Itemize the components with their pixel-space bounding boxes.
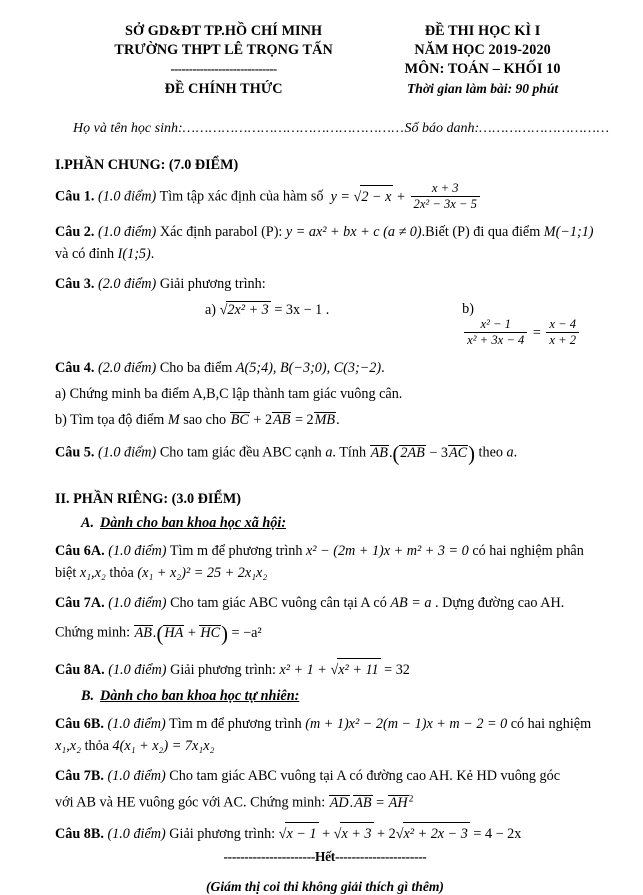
question-4 [55, 357, 595, 379]
question-1 [55, 182, 595, 213]
question-3a [205, 301, 462, 349]
question-7a [55, 592, 595, 614]
question-3-label: Câu 3. [55, 276, 95, 293]
school-name: TRƯỜNG THPT LÊ TRỌNG TẤN [114, 42, 333, 59]
question-1-text: Tìm tập xác định của hàm số [159, 189, 324, 206]
question-8a-equation: x² + 1 + √x² + 11 = 32 [279, 662, 409, 678]
question-5-text: Cho tam giác đều ABC cạnh [159, 445, 322, 462]
school-header [77, 22, 370, 99]
department-name: SỞ GD&ĐT TP.HỒ CHÍ MINH [125, 23, 323, 39]
question-3-points: (2.0 điểm) [97, 276, 157, 293]
question-3b [462, 301, 595, 349]
question-7a-equation: AB.(HA + HC) = −a² [134, 623, 262, 646]
question-4-label: Câu 4. [55, 359, 95, 376]
question-4-points: (2.0 điểm) [97, 359, 157, 376]
question-6b-equation: (m + 1)x² − 2(m − 1)x + m − 2 = 0 [305, 716, 508, 733]
question-7b-text: Cho tam giác ABC vuông tại A có đường cao AH. Kẻ HD vuông góc [169, 768, 561, 785]
question-2-point-i: I(1;5) [117, 246, 151, 263]
question-3-text: Giải phương trình: [159, 276, 266, 293]
question-7a-points: (1.0 điểm) [108, 595, 167, 612]
question-8a [55, 658, 595, 681]
question-2-text-3: và có đỉnh [55, 246, 115, 263]
question-4-text: Cho ba điểm [159, 359, 233, 376]
question-7a-proof [55, 619, 595, 650]
end-marker [55, 849, 595, 865]
question-5-label: Câu 5. [55, 445, 95, 462]
question-2-text-2: .Biết (P) đi qua điểm [421, 224, 541, 241]
question-3b-equation: $\frac{\text{x² − 1}}{\text{x² + 3x − 4}}$ = $\frac{x - 4}{x + 2}$ [462, 325, 581, 341]
question-8b [55, 822, 595, 845]
question-4b-end: . [336, 412, 340, 429]
question-3a-label: a) [205, 302, 217, 319]
question-8a-label: Câu 8A. [55, 662, 105, 679]
question-1-label: Câu 1. [55, 189, 95, 206]
question-7a-ab: AB = a [390, 595, 432, 612]
question-6b-text: Tìm m để phương trình [169, 716, 302, 733]
question-7b [55, 765, 595, 787]
question-5-side-2: a [506, 445, 514, 462]
student-name-label: Họ và tên học sinh: [73, 121, 183, 137]
student-id-label: Số báo danh: [404, 121, 480, 137]
question-6a-text-3: thỏa [109, 565, 134, 582]
question-3b-label: b) [462, 301, 474, 318]
question-3-parts [55, 301, 595, 349]
question-6b-text-3: thỏa [84, 738, 109, 755]
question-7b-proof [55, 792, 595, 814]
end-dashes-right: ---------------------- [334, 849, 427, 865]
question-7b-points: (1.0 điểm) [107, 768, 166, 785]
proctor-note: (Giám thị coi thi không giải thích gì thêm) [206, 879, 444, 895]
question-6a-text-2: có hai nghiệm phân biệt [55, 543, 584, 582]
exam-duration: Thời gian làm bài: 90 phút [407, 80, 559, 96]
question-8b-text: Giải phương trình: [169, 826, 276, 843]
part-2-title: II. PHẦN RIÊNG: (3.0 ĐIỂM) [55, 491, 242, 508]
question-8a-text: Giải phương trình: [170, 662, 276, 679]
end-dashes-left: ---------------------- [223, 849, 316, 865]
question-6a-label: Câu 6A. [55, 543, 105, 560]
section-b-letter: B. [81, 688, 95, 705]
question-7b-label: Câu 7B. [55, 768, 104, 785]
question-2-label: Câu 2. [55, 224, 95, 241]
question-7a-text-2: . Dựng đường cao AH. [435, 595, 565, 612]
official-paper-label: ĐỀ CHÍNH THỨC [164, 81, 283, 98]
question-3a-equation: √2x² + 3 = 3x − 1 . [219, 302, 330, 319]
question-1-formula: y = √2 − x + $\frac{x + 3}{\text{2x² − 3x − 5}}$ [327, 189, 482, 205]
part-1-title: I.PHẦN CHUNG: (7.0 ĐIỂM) [55, 157, 239, 174]
question-8b-equation: √x − 1 + √x + 3 + 2√x² + 2x − 3 = 4 − 2x [279, 826, 522, 842]
header-divider: ----------------------------- [170, 62, 277, 77]
question-4-end: . [381, 359, 385, 376]
school-year: NĂM HỌC 2019-2020 [414, 42, 551, 59]
question-2-end: . [150, 246, 155, 263]
question-5-side: a [325, 445, 333, 462]
exam-header [370, 22, 595, 98]
question-6a [55, 540, 595, 584]
student-id-blank[interactable]: ………………………… [479, 121, 610, 137]
question-2-point-m: M(−1;1) [543, 224, 594, 241]
question-6a-equation: x² − (2m + 1)x + m² + 3 = 0 [306, 543, 469, 560]
section-a-heading [81, 515, 595, 532]
question-6b-condition: 4(x₁ + x₂) = 7x₁x₂ [112, 738, 215, 755]
question-3 [55, 273, 595, 295]
question-6b-vars: x₁,x₂ [55, 738, 82, 755]
question-8a-points: (1.0 điểm) [108, 662, 167, 679]
question-5-text-3: theo [478, 445, 503, 462]
question-2-points: (1.0 điểm) [97, 224, 157, 241]
question-2-equation: y = ax² + bx + c [285, 224, 380, 241]
section-b-heading [81, 688, 595, 705]
question-4-points-list: A(5;4), B(−3;0), C(3;−2) [235, 359, 382, 376]
section-b-text: Dành cho ban khoa học tự nhiên: [100, 688, 300, 705]
question-4b-mid: sao cho [183, 412, 227, 429]
question-6a-vars: x₁,x₂ [79, 565, 106, 582]
student-info-line [73, 121, 610, 137]
question-4b-point: M [167, 412, 180, 429]
question-5-text-2: . Tính [332, 445, 367, 462]
question-6a-condition: (x₁ + x₂)² = 25 + 2x₁x₂ [137, 565, 268, 582]
question-4b-text: b) Tìm tọa độ điểm [55, 412, 165, 429]
question-5-points: (1.0 điểm) [97, 445, 157, 462]
question-7a-label: Câu 7A. [55, 595, 105, 612]
question-5-end: . [513, 445, 518, 462]
question-5-expression: AB.(2AB − 3AC) [370, 443, 475, 466]
question-6a-text: Tìm m để phương trình [169, 543, 303, 560]
question-6b-points: (1.0 điểm) [107, 716, 166, 733]
section-a-text: Dành cho ban khoa học xã hội: [100, 515, 287, 532]
question-8b-points: (1.0 điểm) [107, 826, 166, 843]
question-2-text: Xác định parabol (P): [159, 224, 283, 241]
question-2 [55, 221, 595, 265]
question-6b-text-2: có hai nghiệm [510, 716, 592, 733]
question-8b-label: Câu 8B. [55, 826, 104, 843]
question-2-condition: (a ≠ 0) [383, 224, 422, 241]
question-4b-equation: BC + 2AB = 2MB [230, 412, 336, 429]
student-name-blank[interactable]: …………………………………………… [182, 121, 405, 137]
end-word: Hết [315, 849, 335, 865]
question-6a-points: (1.0 điểm) [108, 543, 167, 560]
question-7a-text-3: Chứng minh: [55, 625, 131, 642]
question-7b-equation: $AD.AB = AH^2$ [329, 793, 414, 811]
question-7a-text: Cho tam giác ABC vuông cân tại A có [170, 595, 387, 612]
exam-title: ĐỀ THI HỌC KÌ I [424, 23, 541, 39]
page-header [55, 22, 595, 99]
section-a-letter: A. [81, 515, 95, 532]
question-5 [55, 439, 595, 471]
subject-grade: MÔN: TOÁN – KHỐI 10 [404, 61, 561, 78]
question-7b-text-2: với AB và HE vuông góc với AC. Chứng minh: [55, 794, 326, 811]
question-6b [55, 713, 595, 757]
question-1-points: (1.0 điểm) [97, 189, 157, 206]
question-4a: a) Chứng minh ba điểm A,B,C lập thành tam giác vuông cân. [55, 385, 403, 402]
question-4b [55, 410, 595, 431]
question-6b-label: Câu 6B. [55, 716, 104, 733]
